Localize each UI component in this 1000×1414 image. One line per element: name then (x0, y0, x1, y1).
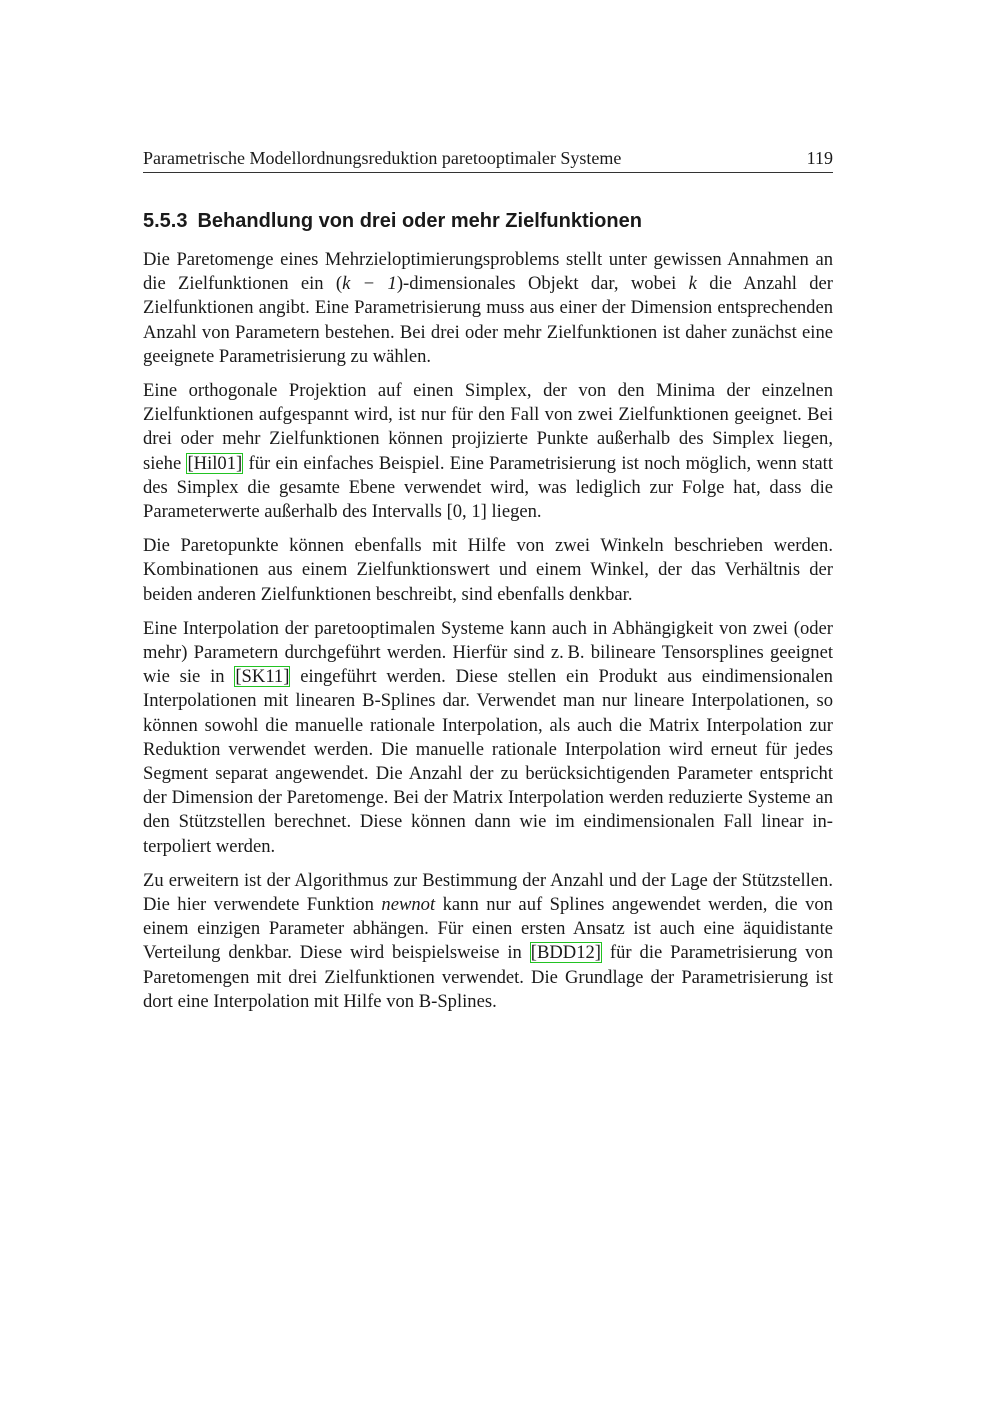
section-number: 5.5.3 (143, 210, 188, 232)
page-number: 119 (806, 148, 833, 168)
document-page (143, 146, 833, 1024)
function-name: newnot (381, 894, 436, 916)
paragraph-2-text-c: liegen. (486, 501, 542, 523)
paragraph-1-text-c: die Anzahl der Zielfunktionen angibt. Eine Parametrisierung muss aus einer der Dimension entsprechenden Anzahl von Parametern bestehen. Bei drei oder mehr Zielfunktionen ist daher zunächst eine geeignete Parametrisierung zu wählen. (143, 273, 833, 367)
section-heading (143, 208, 833, 234)
paragraph-4-text-b: eingeführt werden. Diese stellen ein Produkt aus eindimensionalen Interpolationen mit linearen B-Splines dar. Verwendet man nur lineare Interpolationen, so können sowohl die manuelle rationale Interpolation, als auch die Matrix Interpolation zur Reduktion verwendet werden. Die manuelle rationale Interpolation wird erneut für jedes Segment separat angewendet. Die Anzahl der zu berücksichtigenden Parameter entspricht der Dimension der Paretomenge. Bei der Matrix Interpolation werden reduzierte Systeme an den Stützstellen berechnet. Diese können dann wie im eindimensionalen Fall linear interpoliert werden. (143, 666, 833, 857)
paragraph-1-text-a: Die Paretomenge eines Mehrzieloptimierungsproblems stellt unter gewissen Annahmen an die Zielfunktionen ein ( (143, 249, 833, 295)
section-title: Behandlung von drei oder mehr Zielfunktionen (197, 210, 642, 232)
paragraph-1-text-b: )-dimensionales Objekt dar, wobei (396, 273, 689, 295)
math-interval: [0, 1] (446, 501, 487, 523)
citation-link-hil01[interactable]: [Hil01] (187, 452, 243, 474)
citation-link-bdd12[interactable]: [BDD12] (530, 942, 602, 964)
paragraph-2-text-a: Eine orthogonale Projektion auf einen Simplex, der von den Minima der einzelnen Zielfunktionen aufgespannt wird, ist nur für den Fall von zwei Zielfunktionen geeignet. Bei drei oder mehr Zielfunktionen können projizierte Punkte außerhalb des Simplex liegen, siehe (143, 380, 833, 474)
math-variable: k (688, 273, 697, 295)
running-header (143, 146, 833, 173)
paragraph-1 (143, 248, 833, 369)
paragraph-5-text-b: kann nur auf Splines angewendet werden, die von einem einzigen Parameter abhängen. Für einen ersten Ansatz ist auch eine äquidistante Verteilung denkbar. Diese wird beispielsweise in (143, 894, 833, 964)
citation-link-sk11[interactable]: [SK11] (235, 666, 290, 688)
paragraph-4-text-a: Eine Interpolation der paretooptimalen Systeme kann auch in Abhängigkeit von zwei (oder mehr) Parametern durchgeführt werden. Hierfür sind z. B. bilineare Tensorsplines geeignet wie sie in (143, 617, 833, 688)
paragraph-2 (143, 379, 833, 524)
body-text (143, 248, 833, 1014)
paragraph-5-text-c: für die Parametrisierung von Paretomengen mit drei Zielfunktionen verwendet. Die Grundlage der Parametrisierung ist dort eine Interpolation mit Hilfe von B-Splines. (143, 942, 833, 1012)
math-expression: k − 1 (342, 273, 397, 295)
paragraph-5 (143, 869, 833, 1014)
paragraph-3: Die Paretopunkte können ebenfalls mit Hilfe von zwei Winkeln beschrieben werden. Kombinationen aus einem Zielfunktionswert und einem Winkel, der das Verhältnis der beiden anderen Zielfunktionen beschreibt, sind ebenfalls denkbar. (143, 535, 833, 605)
paragraph-2-text-b: für ein einfaches Beispiel. Eine Parametrisierung ist noch möglich, wenn statt des Simplex die gesamte Ebene verwendet wird, was lediglich zur Folge hat, dass die Parameterwerte außerhalb des Intervalls (143, 452, 833, 523)
header-title: Parametrische Modellordnungsreduktion paretooptimaler Systeme (143, 148, 622, 168)
paragraph-4 (143, 617, 833, 859)
paragraph-5-text-a: Zu erweitern ist der Algorithmus zur Bestimmung der Anzahl und der Lage der Stützstellen. Die hier verwendete Funktion (143, 869, 833, 916)
